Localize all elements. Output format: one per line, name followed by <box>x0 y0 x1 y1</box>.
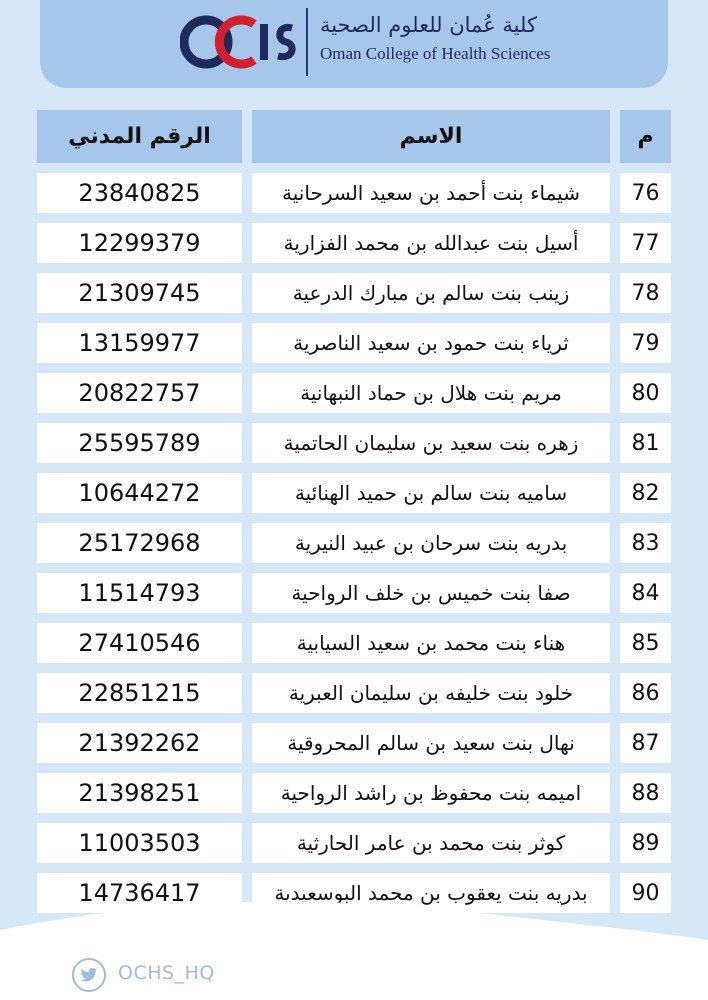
civil-id-cell: 10644272 <box>37 473 242 513</box>
civil-id-cell: 11514793 <box>37 573 242 613</box>
twitter-handle[interactable]: OCHS_HQ <box>118 962 215 984</box>
table-row <box>37 773 671 813</box>
number-cell: 84 <box>620 573 671 613</box>
table-row <box>37 373 671 413</box>
name-cell: كوثر بنت محمد بن عامر الحارثية <box>252 823 610 863</box>
name-cell: ثرياء بنت حمود بن سعيد الناصرية <box>252 323 610 363</box>
civil-id-cell: 14736417 <box>37 873 242 913</box>
name-cell: هناء بنت محمد بن سعيد السيابية <box>252 623 610 663</box>
name-cell: نهال بنت سعيد بن سالم المحروقية <box>252 723 610 763</box>
ochs-logo-mark <box>180 10 304 74</box>
ochs-logo <box>180 6 304 78</box>
civil-id-cell: 25595789 <box>37 423 242 463</box>
number-cell: 88 <box>620 773 671 813</box>
name-cell: خلود بنت خليفه بن سليمان العبرية <box>252 673 610 713</box>
number-cell: 86 <box>620 673 671 713</box>
civil-id-cell: 25172968 <box>37 523 242 563</box>
name-cell: اميمه بنت محفوظ بن راشد الرواحية <box>252 773 610 813</box>
table-row <box>37 623 671 663</box>
column-header-number: م <box>620 110 671 163</box>
number-cell: 77 <box>620 223 671 263</box>
column-header-civil-id: الرقم المدني <box>37 110 242 163</box>
civil-id-cell: 20822757 <box>37 373 242 413</box>
number-cell: 80 <box>620 373 671 413</box>
table-row <box>37 273 671 313</box>
twitter-icon[interactable] <box>72 958 106 992</box>
number-cell: 87 <box>620 723 671 763</box>
table-row <box>37 723 671 763</box>
college-name <box>320 10 620 66</box>
civil-id-cell: 22851215 <box>37 673 242 713</box>
name-cell: شيماء بنت أحمد بن سعيد السرحانية <box>252 173 610 213</box>
number-cell: 85 <box>620 623 671 663</box>
number-cell: 78 <box>620 273 671 313</box>
table-row <box>37 573 671 613</box>
college-name-arabic: كلية عُمان للعلوم الصحية <box>320 13 537 37</box>
header-banner <box>40 0 668 88</box>
name-cell: أسيل بنت عبدالله بن محمد الفزارية <box>252 223 610 263</box>
table-header-row <box>37 110 671 163</box>
number-cell: 83 <box>620 523 671 563</box>
civil-id-cell: 11003503 <box>37 823 242 863</box>
table-row <box>37 173 671 213</box>
college-name-english: Oman College of Health Sciences <box>320 44 551 63</box>
number-cell: 79 <box>620 323 671 363</box>
name-cell: مريم بنت هلال بن حماد النبهانية <box>252 373 610 413</box>
civil-id-cell: 21392262 <box>37 723 242 763</box>
civil-id-cell: 27410546 <box>37 623 242 663</box>
civil-id-cell: 13159977 <box>37 323 242 363</box>
name-cell: زينب بنت سالم بن مبارك الدرعية <box>252 273 610 313</box>
student-list-table <box>37 110 671 907</box>
twitter-bird-icon <box>80 968 98 983</box>
number-cell: 89 <box>620 823 671 863</box>
number-cell: 82 <box>620 473 671 513</box>
number-cell: 90 <box>620 873 671 913</box>
column-header-name: الاسم <box>252 110 610 163</box>
logo-divider <box>306 8 308 76</box>
name-cell: بدريه بنت يعقوب بن محمد البوسعيدية <box>252 873 610 913</box>
number-cell: 81 <box>620 423 671 463</box>
name-cell: صفا بنت خميس بن خلف الرواحية <box>252 573 610 613</box>
table-row <box>37 423 671 463</box>
name-cell: زهره بنت سعيد بن سليمان الحاتمية <box>252 423 610 463</box>
civil-id-cell: 21309745 <box>37 273 242 313</box>
civil-id-cell: 21398251 <box>37 773 242 813</box>
table-row <box>37 473 671 513</box>
name-cell: بدريه بنت سرحان بن عبيد النيرية <box>252 523 610 563</box>
table-row <box>37 323 671 363</box>
table-row <box>37 523 671 563</box>
table-row <box>37 823 671 863</box>
table-row <box>37 673 671 713</box>
number-cell: 76 <box>620 173 671 213</box>
civil-id-cell: 12299379 <box>37 223 242 263</box>
name-cell: ساميه بنت سالم بن حميد الهنائية <box>252 473 610 513</box>
table-row <box>37 223 671 263</box>
civil-id-cell: 23840825 <box>37 173 242 213</box>
footer-wave <box>0 900 708 1000</box>
